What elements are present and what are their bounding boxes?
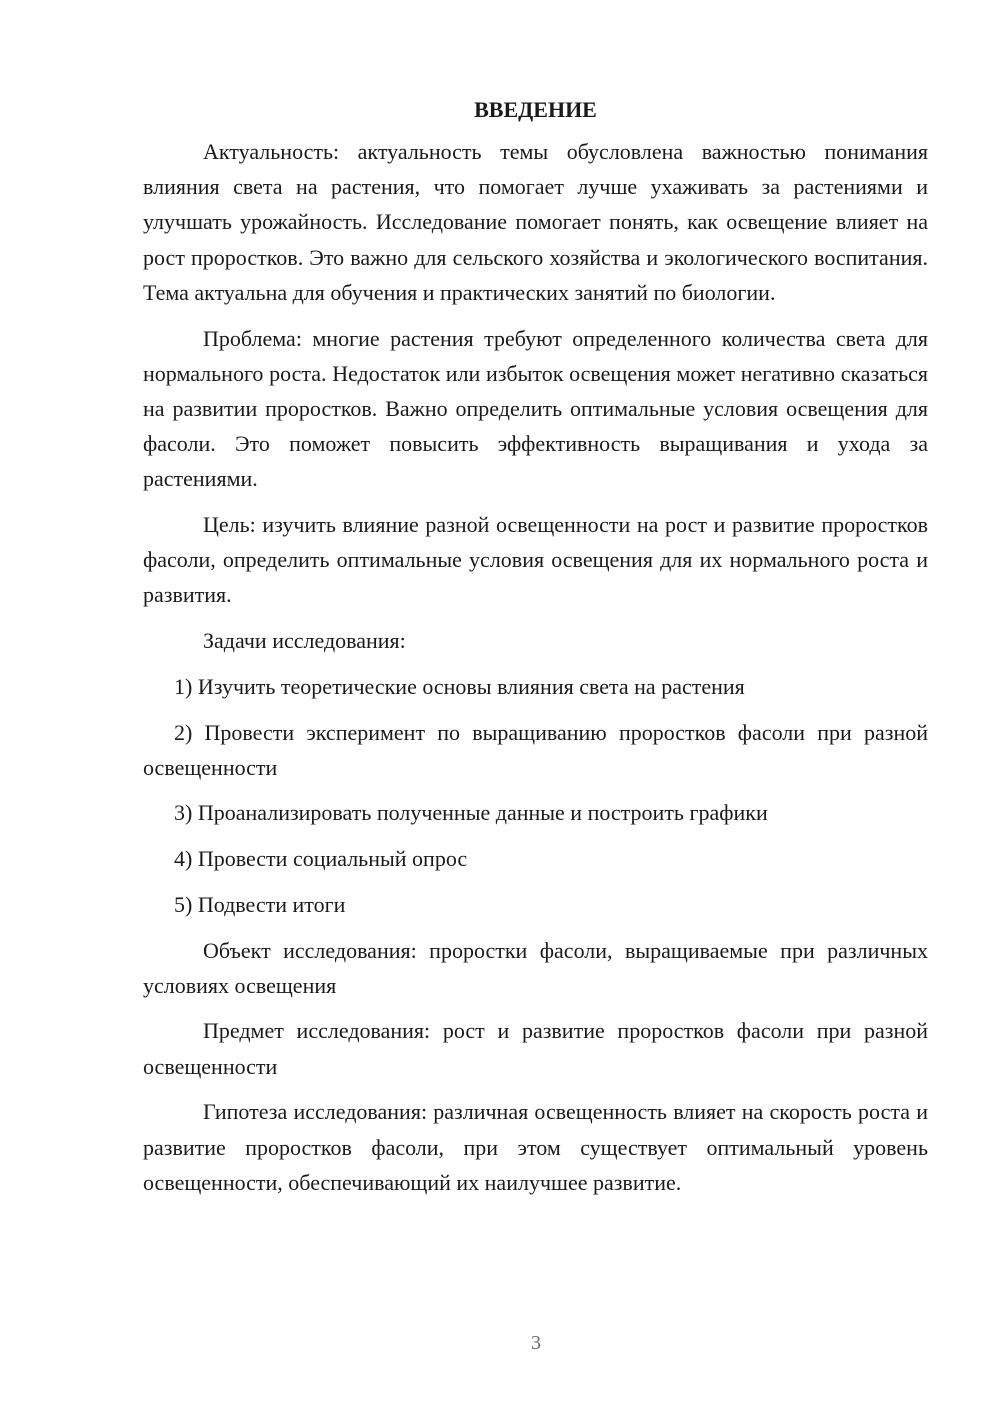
problem-paragraph: Проблема: многие растения требуют определенного количества света для нормального роста. Недостаток или избыток освещения может негативно сказаться на развитии проростков. Важно определить оптимальные условия освещения для фасоли. Это поможет повысить эффективность выращивания и ухода за растениями. bbox=[143, 325, 928, 492]
hypothesis-paragraph: Гипотеза исследования: различная освещенность влияет на скорость роста и развитие проростков фасоли, при этом существует оптимальный уровень освещенности, обеспечивающий их наилучшее развитие. bbox=[143, 1099, 928, 1195]
task-item-4: 4) Провести социальный опрос bbox=[174, 846, 468, 872]
task-item-5: 5) Подвести итоги bbox=[174, 891, 346, 917]
tasks-heading: Задачи исследования: bbox=[203, 628, 406, 654]
relevance-paragraph: Актуальность: актуальность темы обусловлена важностью понимания влияния света на растения, что помогает лучше ухаживать за растениями и улучшать урожайность. Исследование помогает понять, как освещение влияет на рост проростков. Это важно для сельского хозяйства и экологического воспитания. Тема актуальна для обучения и практических занятий по биологии. bbox=[143, 139, 928, 305]
document-page bbox=[143, 96, 928, 1210]
task-item-3: 3) Проанализировать полученные данные и построить графики bbox=[174, 800, 768, 826]
object-paragraph: Объект исследования: проростки фасоли, выращиваемые при различных условиях освещения bbox=[143, 937, 928, 998]
page-number: 3 bbox=[531, 1332, 541, 1354]
task-item-1: 1) Изучить теоретические основы влияния света на растения bbox=[174, 673, 745, 699]
goal-paragraph: Цель: изучить влияние разной освещенности на рост и развитие проростков фасоли, определить оптимальные условия освещения для их нормального роста и развития. bbox=[143, 512, 928, 608]
subject-paragraph: Предмет исследования: рост и развитие проростков фасоли при разной освещенности bbox=[143, 1018, 928, 1079]
task-item-2: 2) Провести эксперимент по выращиванию проростков фасоли при разной освещенности bbox=[143, 719, 928, 780]
section-title: ВВЕДЕНИЕ bbox=[474, 97, 597, 122]
